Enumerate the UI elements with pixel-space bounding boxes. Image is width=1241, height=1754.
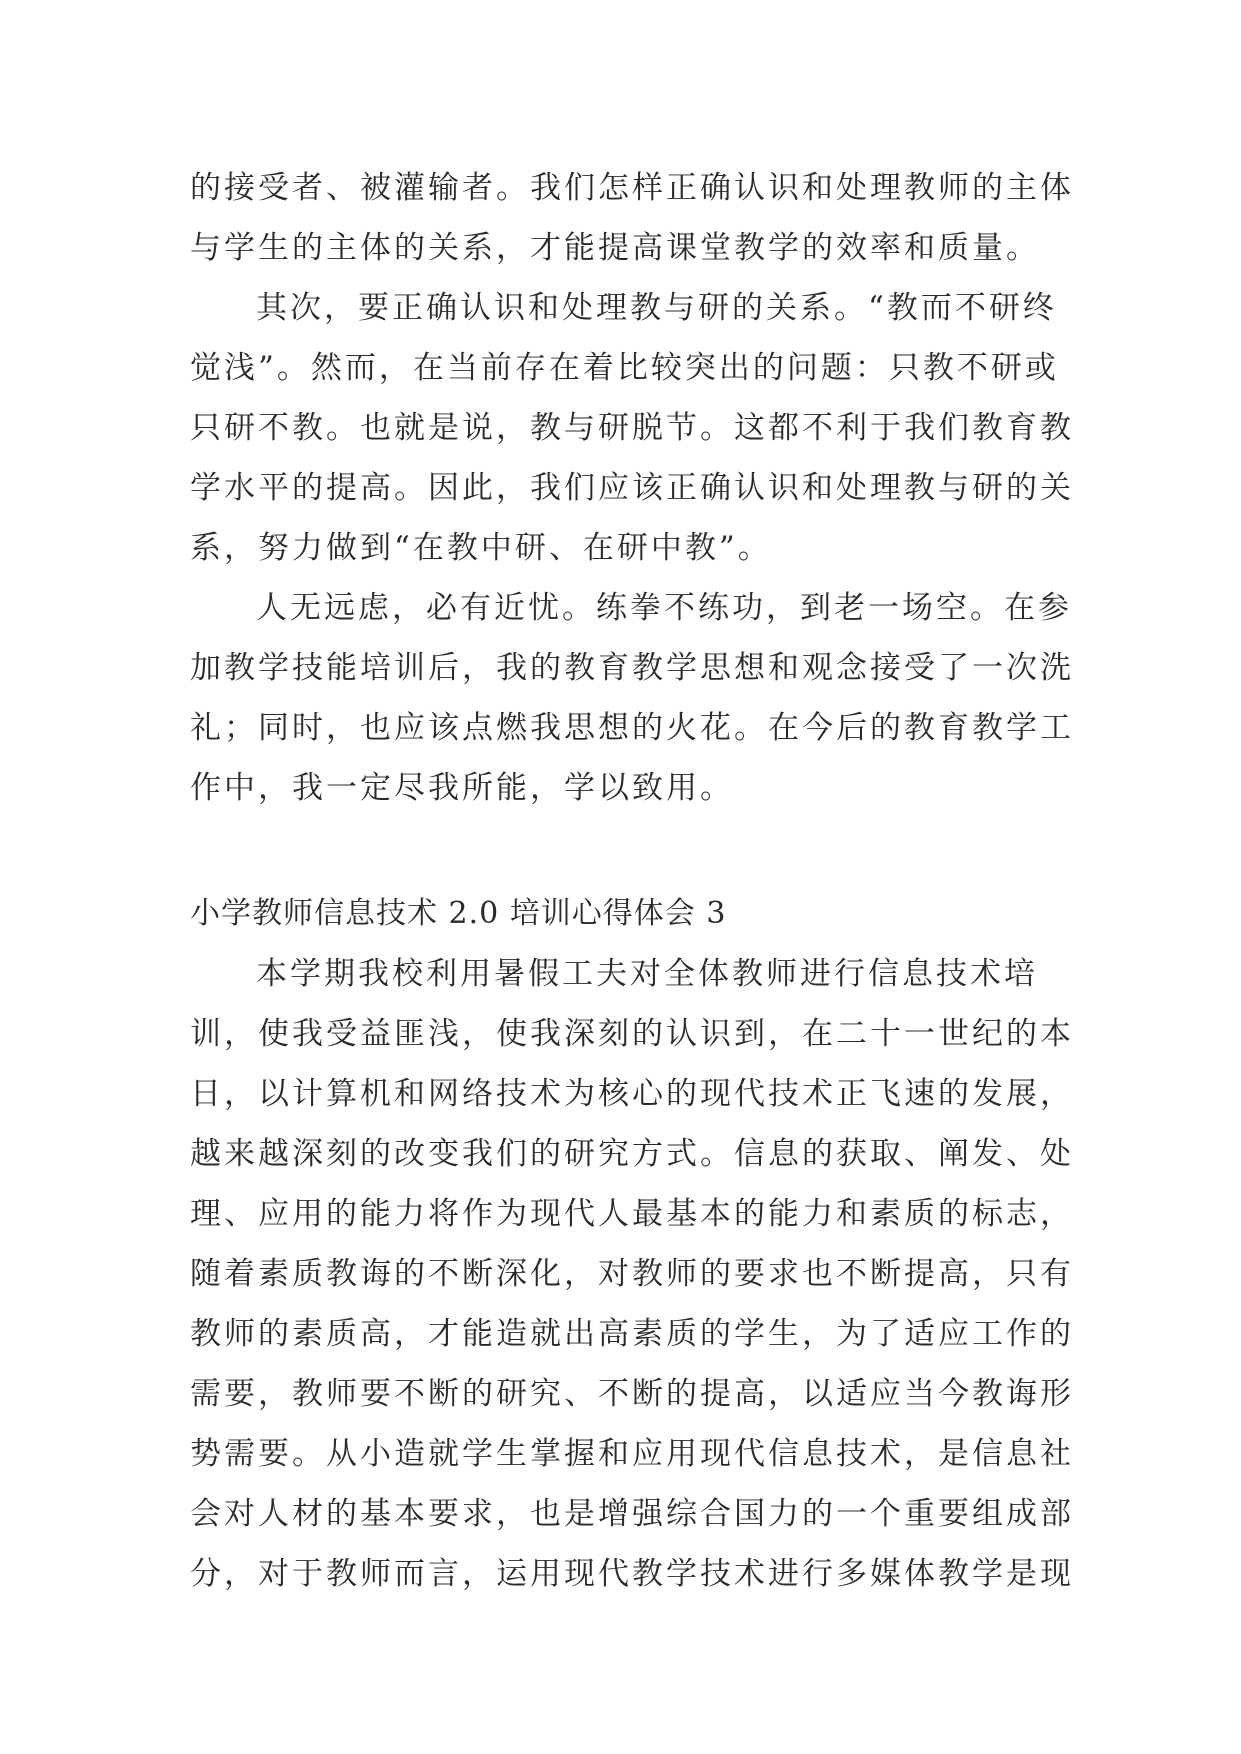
paragraph-continuation (190, 158, 1074, 278)
text-line: 只研不教。也就是说，教与研脱节。这都不利于我们教育教 (190, 410, 1074, 446)
text-line: 加教学技能培训后，我的教育教学思想和观念接受了一次洗 (190, 650, 1074, 686)
text-line: 理、应用的能力将作为现代人最基本的能力和素质的标志， (190, 1196, 1074, 1232)
text-line: 训，使我受益匪浅，使我深刻的认识到，在二十一世纪的本 (190, 1016, 1074, 1052)
document-body (190, 158, 1074, 1604)
paragraph-conclusion (190, 578, 1074, 818)
text-line: 礼；同时，也应该点燃我思想的火花。在今后的教育教学工 (190, 710, 1074, 746)
text-line: 随着素质教诲的不断深化，对教师的要求也不断提高，只有 (190, 1256, 1074, 1292)
text-line: 其次，要正确认识和处理教与研的关系。“教而不研终 (256, 290, 1057, 326)
text-line: 系，努力做到“在教中研、在研中教”。 (190, 530, 772, 566)
text-line: 的接受者、被灌输者。我们怎样正确认识和处理教师的主体 (190, 170, 1074, 206)
text-line: 与学生的主体的关系，才能提高课堂教学的效率和质量。 (190, 230, 1040, 266)
paragraph-teaching-research (190, 278, 1074, 578)
section-title: 小学教师信息技术 2.0 培训心得体会 3 (190, 896, 727, 931)
text-line: 教师的素质高，才能造就出高素质的学生，为了适应工作的 (190, 1316, 1074, 1352)
text-line: 日，以计算机和网络技术为核心的现代技术正飞速的发展， (190, 1076, 1074, 1112)
text-line: 需要，教师要不断的研究、不断的提高，以适应当今教诲形 (190, 1376, 1074, 1412)
text-line: 觉浅”。然而，在当前存在着比较突出的问题：只教不研或 (190, 350, 1059, 386)
text-line: 作中，我一定尽我所能，学以致用。 (190, 770, 734, 806)
text-line: 会对人材的基本要求，也是增强综合国力的一个重要组成部 (190, 1496, 1074, 1532)
text-line: 势需要。从小造就学生掌握和应用现代信息技术，是信息社 (190, 1436, 1074, 1472)
text-line: 越来越深刻的改变我们的研究方式。信息的获取、阐发、处 (190, 1136, 1074, 1172)
paragraph-spacer (190, 818, 1050, 884)
text-line: 人无远虑，必有近忧。练拳不练功，到老一场空。在参 (256, 590, 1072, 626)
text-line: 分，对于教师而言，运用现代教学技术进行多媒体教学是现 (190, 1556, 1074, 1592)
paragraph-it-training (190, 944, 1074, 1604)
text-line: 本学期我校利用暑假工夫对全体教师进行信息技术培 (256, 956, 1038, 992)
text-line: 学水平的提高。因此，我们应该正确认识和处理教与研的关 (190, 470, 1074, 506)
